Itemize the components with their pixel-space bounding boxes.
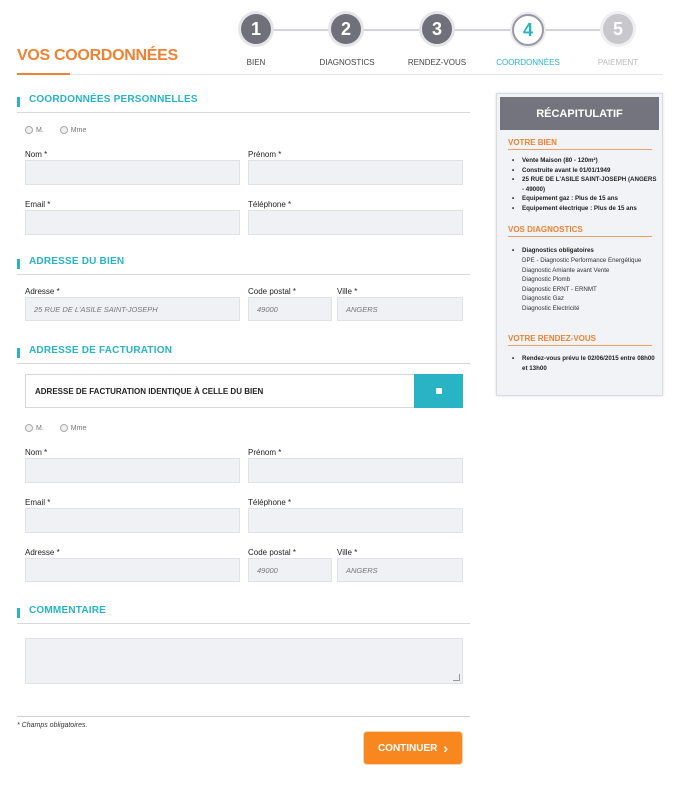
- billing-nom-label: Nom *: [25, 448, 48, 457]
- recap-bien-title: VOTRE BIEN: [508, 138, 652, 150]
- civility-radio-group: [25, 126, 86, 134]
- recap-diag-details: [508, 256, 672, 313]
- billing-ville-label: Ville *: [337, 548, 358, 557]
- list-item: • 25 RUE DE L'ASILE SAINT-JOSEPH (ANGERS - 49000): [512, 176, 657, 193]
- required-note: * Champs obligatoires.: [17, 722, 88, 729]
- list-item: • Equipement électrique : Plus de 15 ans: [512, 204, 637, 212]
- section-personal: [17, 92, 470, 113]
- billing-adresse-label: Adresse *: [25, 548, 60, 557]
- list-item: Diagnostic Electricité: [522, 304, 580, 312]
- step-3-circle[interactable]: 3: [422, 14, 452, 44]
- prenom-input[interactable]: [248, 160, 463, 185]
- step-4-circle: 4: [512, 14, 544, 46]
- nom-input[interactable]: [25, 160, 240, 185]
- recap-rdv-list: [508, 354, 658, 373]
- prenom-label: Prénom *: [248, 150, 282, 159]
- section-marker: [17, 259, 20, 269]
- property-ville-label: Ville *: [337, 287, 358, 296]
- radio-dot-icon[interactable]: [25, 126, 33, 134]
- list-item: Diagnostic Amiante avant Vente: [522, 266, 610, 274]
- list-item: • Diagnostics obligatoires: [512, 247, 594, 254]
- billing-telephone-label: Téléphone *: [248, 498, 292, 507]
- property-cp-label: Code postal *: [248, 287, 297, 296]
- checkbox-icon: [436, 388, 442, 394]
- billing-ville-input[interactable]: ANGERS: [337, 558, 463, 582]
- property-adresse-label: Adresse *: [25, 287, 60, 296]
- list-item: • Rendez-vous prévu le 02/06/2015 entre 08h00 et 13h00: [512, 355, 655, 372]
- radio-m-label: M.: [36, 424, 44, 432]
- email-input[interactable]: [25, 210, 240, 235]
- property-adresse-input[interactable]: 25 RUE DE L'ASILE SAINT-JOSEPH: [25, 297, 240, 321]
- property-ville-input[interactable]: ANGERS: [337, 297, 463, 321]
- resize-grip-icon[interactable]: [453, 674, 460, 681]
- recap-rdv-title: VOTRE RENDEZ-VOUS: [508, 334, 652, 346]
- section-personal-title: COORDONNÉES PERSONNELLES: [29, 94, 198, 105]
- step-5-circle: 5: [603, 14, 633, 44]
- section-marker: [17, 97, 20, 107]
- same-address-label: ADRESSE DE FACTURATION IDENTIQUE À CELLE DU BIEN: [35, 387, 264, 396]
- list-item: Diagnostic Plomb: [522, 276, 571, 283]
- recap-bien-list: [508, 156, 658, 213]
- recap-panel: [496, 93, 663, 396]
- radio-m-label: M.: [36, 126, 44, 134]
- section-property-title: ADRESSE DU BIEN: [29, 256, 125, 267]
- radio-dot-icon[interactable]: [25, 424, 33, 432]
- step-1-circle[interactable]: 1: [241, 14, 271, 44]
- radio-mme-label: Mme: [70, 126, 87, 134]
- billing-nom-input[interactable]: [25, 458, 240, 483]
- email-label: Email *: [25, 200, 51, 209]
- recap-title: RÉCAPITULATIF: [500, 97, 659, 130]
- step-1-label[interactable]: BIEN: [246, 58, 266, 67]
- list-item: DPE - Diagnostic Performance Energétique: [522, 257, 642, 264]
- section-billing: [17, 343, 470, 364]
- telephone-label: Téléphone *: [248, 200, 292, 209]
- list-item: • Equipement gaz : Plus de 15 ans: [512, 195, 618, 202]
- nom-label: Nom *: [25, 150, 48, 159]
- telephone-input[interactable]: [248, 210, 463, 235]
- list-item: • Construite avant le 01/01/1949: [512, 166, 611, 174]
- section-marker: [17, 348, 20, 358]
- step-4-label: COORDONNÉES: [496, 58, 560, 67]
- billing-email-label: Email *: [25, 498, 51, 507]
- radio-m[interactable]: [25, 126, 44, 134]
- title-divider: [17, 74, 663, 75]
- list-item: Diagnostic Gaz: [522, 295, 564, 302]
- list-item: • Vente Maison (80 - 120m²): [512, 157, 598, 164]
- section-property: [17, 254, 470, 275]
- title-underline: [17, 73, 70, 75]
- section-comment-title: COMMENTAIRE: [29, 605, 107, 616]
- same-address-row[interactable]: [25, 374, 463, 408]
- radio-mme-label: Mme: [70, 424, 87, 432]
- billing-radio-mme[interactable]: [60, 424, 87, 432]
- billing-civility-radio-group: [25, 424, 86, 432]
- continue-button[interactable]: [364, 732, 462, 764]
- radio-mme[interactable]: [60, 126, 87, 134]
- recap-diag-list: [508, 246, 658, 256]
- billing-prenom-input[interactable]: [248, 458, 463, 483]
- radio-dot-icon[interactable]: [60, 126, 68, 134]
- billing-cp-input[interactable]: 49000: [248, 558, 332, 582]
- section-marker: [17, 608, 20, 618]
- step-2-circle[interactable]: 2: [331, 14, 361, 44]
- section-comment: [17, 603, 470, 624]
- radio-dot-icon[interactable]: [60, 424, 68, 432]
- billing-radio-m[interactable]: [25, 424, 44, 432]
- continue-label: CONTINUER: [377, 742, 438, 754]
- billing-telephone-input[interactable]: [248, 508, 463, 533]
- step-5-label: PAIEMENT: [597, 58, 639, 67]
- billing-cp-label: Code postal *: [248, 548, 297, 557]
- footer-divider: [17, 716, 470, 717]
- billing-email-input[interactable]: [25, 508, 240, 533]
- recap-diag-title: VOS DIAGNOSTICS: [508, 225, 652, 237]
- page-title: VOS COORDONNÉES: [17, 47, 178, 64]
- section-billing-title: ADRESSE DE FACTURATION: [29, 345, 173, 356]
- billing-adresse-input[interactable]: [25, 558, 240, 582]
- billing-prenom-label: Prénom *: [248, 448, 282, 457]
- step-3-label[interactable]: RENDEZ-VOUS: [407, 58, 467, 67]
- step-2-label[interactable]: DIAGNOSTICS: [319, 58, 375, 67]
- chevron-right-icon: ›: [443, 740, 449, 756]
- comment-textarea[interactable]: [25, 638, 463, 684]
- same-address-checkbox[interactable]: [414, 374, 463, 408]
- list-item: Diagnostic ERNT - ERNMT: [522, 285, 597, 293]
- property-cp-input[interactable]: 49000: [248, 297, 332, 321]
